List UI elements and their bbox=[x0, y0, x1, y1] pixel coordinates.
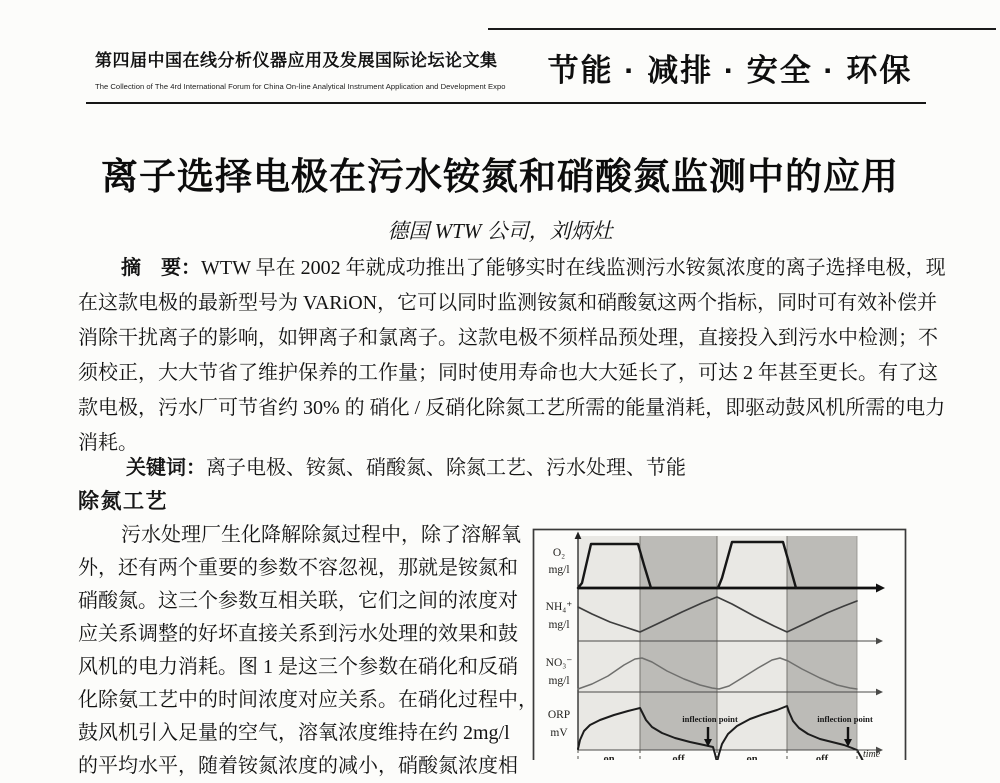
svg-text:ORP: ORP bbox=[547, 709, 571, 721]
svg-text:time: time bbox=[863, 749, 881, 760]
chart-canvas bbox=[532, 528, 908, 760]
body-line: 硝酸氮。这三个参数互相关联，它们之间的浓度对 bbox=[78, 590, 518, 612]
svg-text:off: off bbox=[815, 754, 829, 760]
body-line: 风机的电力消耗。图 1 是这三个参数在硝化和反硝 bbox=[78, 656, 518, 678]
svg-text:mg/l: mg/l bbox=[548, 619, 570, 631]
svg-text:NO₃⁻: NO₃⁻ bbox=[545, 657, 573, 669]
banner-top-rule bbox=[488, 28, 996, 30]
proceedings-subtitle: The Collection of The 4rd International Forum for China On-line Analytical Instrument Application and Development Expo bbox=[95, 82, 506, 91]
body-line: 鼓风机引入足量的空气，溶氧浓度维持在约 2mg/l bbox=[78, 722, 510, 744]
svg-text:NH₄⁺: NH₄⁺ bbox=[545, 601, 573, 613]
keywords-line bbox=[78, 451, 686, 480]
body-line: 外，还有两个重要的参数不容忽视，那就是铵氮和 bbox=[78, 557, 518, 579]
body-paragraph bbox=[78, 519, 538, 783]
keywords-text: 离子电极、铵氮、硝酸氮、除氮工艺、污水处理、节能 bbox=[206, 457, 686, 479]
abstract-line: 消除干扰离子的影响，如钾离子和氯离子。这款电极不须样品预处理，直接投入到污水中检测；不 bbox=[78, 327, 938, 349]
authors-line: 德国 WTW 公司，刘炳灶 bbox=[387, 219, 613, 243]
svg-text:O₂: O₂ bbox=[552, 547, 566, 559]
section-heading: 除氮工艺 bbox=[78, 489, 168, 513]
body-line: 的平均水平，随着铵氮浓度的减小，硝酸氮浓度相 bbox=[78, 755, 518, 777]
svg-text:off: off bbox=[672, 754, 685, 760]
abstract-line: 须校正，大大节省了维护保养的工作量；同时使用寿命也大大延长了，可达 2 年甚至更长。有了这 bbox=[78, 362, 938, 384]
abstract-line: 款电极，污水厂可节省约 30% 的 硝化 / 反硝化除氮工艺所需的能量消耗，即驱动鼓风机所需的电力 bbox=[78, 397, 946, 419]
header-rule bbox=[86, 102, 926, 104]
banner-title: 节能 · 减排 · 安全 · 环保 bbox=[547, 53, 913, 88]
keywords-label: 关键词： bbox=[126, 457, 206, 479]
svg-text:mg/l: mg/l bbox=[548, 564, 570, 576]
svg-text:on: on bbox=[746, 754, 758, 760]
proceedings-title: 第四届中国在线分析仪器应用及发展国际论坛论文集 bbox=[95, 51, 498, 70]
body-line: 化除氨工艺中的时间浓度对应关系。在硝化过程中， bbox=[78, 689, 538, 711]
abstract-paragraph bbox=[78, 251, 946, 461]
svg-text:on: on bbox=[603, 754, 615, 760]
abstract-line bbox=[78, 251, 946, 286]
paper-title: 离子选择电极在污水铵氮和硝酸氮监测中的应用 bbox=[101, 156, 899, 197]
abstract-text: WTW 早在 2002 年就成功推出了能够实时在线监测污水铵氮浓度的离子选择电极，现 bbox=[201, 257, 946, 279]
abstract-line: 在这款电极的最新型号为 VARiON，它可以同时监测铵氮和硝酸氨这两个指标，同时可有效补偿并 bbox=[78, 292, 938, 314]
body-line: 应关系调整的好坏直接关系到污水处理的效果和鼓 bbox=[78, 623, 518, 645]
svg-text:mV: mV bbox=[550, 727, 568, 739]
svg-text:inflection point: inflection point bbox=[682, 714, 738, 724]
body-line: 污水处理厂生化降解除氮过程中，除了溶解氧 bbox=[121, 524, 521, 546]
figure1-chart bbox=[532, 528, 908, 760]
svg-text:inflection point: inflection point bbox=[817, 714, 873, 724]
abstract-line: 消耗。 bbox=[78, 432, 138, 454]
abstract-label: 摘 要： bbox=[121, 257, 201, 279]
svg-text:mg/l: mg/l bbox=[548, 675, 570, 687]
